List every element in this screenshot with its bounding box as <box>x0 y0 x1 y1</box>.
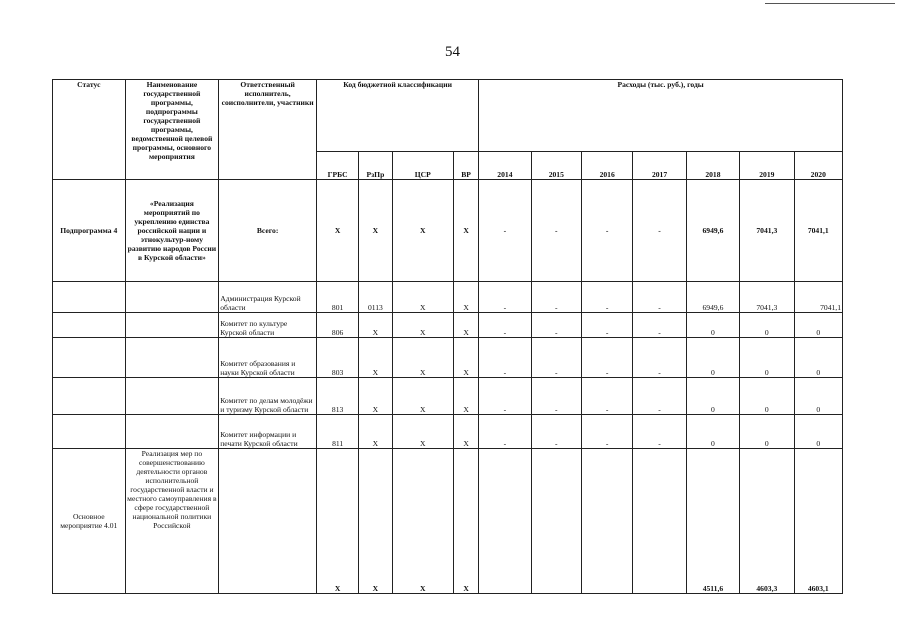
row-value-2018: 6949,6 <box>686 180 739 282</box>
row-name <box>125 313 219 338</box>
row-value-2020: 0 <box>794 338 842 377</box>
row-code: Х <box>392 338 453 377</box>
row-code: Х <box>359 448 392 593</box>
header-code-grbs: ГРБС <box>316 152 358 180</box>
table-row <box>53 377 843 414</box>
table-row <box>53 313 843 338</box>
table-row <box>53 414 843 448</box>
row-value-2016: - <box>581 338 632 377</box>
row-value-2015: - <box>531 282 581 313</box>
row-code: 801 <box>316 282 358 313</box>
table-row <box>53 448 843 593</box>
row-value-2014: - <box>479 338 531 377</box>
row-value-2019: 0 <box>740 313 794 338</box>
table-row <box>53 180 843 282</box>
row-value-2018: 0 <box>686 414 739 448</box>
row-code: Х <box>359 180 392 282</box>
row-executor: Комитет по культуре Курской области <box>219 313 317 338</box>
row-status <box>53 313 126 338</box>
row-value-2020: 0 <box>794 377 842 414</box>
row-code: Х <box>453 313 478 338</box>
row-executor: Комитет информации и печати Курской области <box>219 414 317 448</box>
row-code: 813 <box>316 377 358 414</box>
row-value-2017: - <box>633 313 686 338</box>
row-value-2017: - <box>633 377 686 414</box>
row-value-2015 <box>531 448 581 593</box>
row-code: Х <box>392 180 453 282</box>
row-code: Х <box>316 180 358 282</box>
row-value-2015: - <box>531 180 581 282</box>
header-year-2015: 2015 <box>531 152 581 180</box>
row-status <box>53 282 126 313</box>
row-executor: Комитет по делам молодёжи и туризму Курской области <box>219 377 317 414</box>
row-code: Х <box>392 313 453 338</box>
row-value-2018: 0 <box>686 313 739 338</box>
row-code: Х <box>453 377 478 414</box>
table-row <box>53 338 843 377</box>
row-code: 803 <box>316 338 358 377</box>
row-value-2020: 7041,1 <box>794 180 842 282</box>
row-name: Реализация мер по совершенствованию деятельности органов исполнительной государственной власти и местного самоуправления в сфере государственной национальной политики Российской <box>125 448 219 593</box>
row-code: Х <box>359 313 392 338</box>
row-value-2019: 0 <box>740 338 794 377</box>
row-value-2016: - <box>581 180 632 282</box>
row-value-2014: - <box>479 180 531 282</box>
row-value-2017: - <box>633 282 686 313</box>
row-executor <box>219 448 317 593</box>
row-value-2018: 6949,6 <box>686 282 739 313</box>
row-value-2015: - <box>531 313 581 338</box>
page-number: 54 <box>445 44 460 60</box>
row-name <box>125 377 219 414</box>
row-value-2020: 4603,1 <box>794 448 842 593</box>
row-value-2015: - <box>531 414 581 448</box>
row-value-2016 <box>581 448 632 593</box>
budget-table <box>52 79 843 594</box>
row-status <box>53 414 126 448</box>
header-year-2016: 2016 <box>581 152 632 180</box>
row-value-2014: - <box>479 414 531 448</box>
row-value-2017: - <box>633 338 686 377</box>
header-year-2019: 2019 <box>740 152 794 180</box>
row-name <box>125 414 219 448</box>
row-status <box>53 377 126 414</box>
row-code: Х <box>316 448 358 593</box>
row-value-2018: 0 <box>686 377 739 414</box>
row-value-2018: 0 <box>686 338 739 377</box>
header-name: Наименование государственной программы, подпрограммы государственной программы, ведомственной целевой программы, основного мероприятия <box>125 80 219 180</box>
row-code: Х <box>453 282 478 313</box>
row-value-2019: 0 <box>740 414 794 448</box>
row-value-2014: - <box>479 313 531 338</box>
row-value-2014: - <box>479 377 531 414</box>
row-code: 811 <box>316 414 358 448</box>
row-code: 806 <box>316 313 358 338</box>
header-row-1 <box>53 80 843 152</box>
header-year-2014: 2014 <box>479 152 531 180</box>
row-value-2020: 0 <box>794 313 842 338</box>
row-code: Х <box>392 414 453 448</box>
row-value-2019: 7041,3 <box>740 282 794 313</box>
header-status: Статус <box>53 80 126 180</box>
row-code: Х <box>453 180 478 282</box>
row-code: Х <box>453 448 478 593</box>
header-code-rzpr: РзПр <box>359 152 392 180</box>
header-year-2018: 2018 <box>686 152 739 180</box>
header-code-csr: ЦСР <box>392 152 453 180</box>
header-year-2020: 2020 <box>794 152 842 180</box>
row-value-2016: - <box>581 414 632 448</box>
row-code: Х <box>453 414 478 448</box>
row-code: Х <box>392 448 453 593</box>
row-value-2014: - <box>479 282 531 313</box>
row-value-2017 <box>633 448 686 593</box>
header-year-2017: 2017 <box>633 152 686 180</box>
header-executor: Ответственный исполнитель, соисполнители, участники <box>219 80 317 180</box>
row-status: Основное мероприятие 4.01 <box>53 448 126 593</box>
row-value-2019: 7041,3 <box>740 180 794 282</box>
corner-rule <box>765 3 895 4</box>
row-code: Х <box>359 414 392 448</box>
row-value-2016: - <box>581 377 632 414</box>
row-value-2014 <box>479 448 531 593</box>
row-value-2015: - <box>531 338 581 377</box>
row-code: Х <box>392 282 453 313</box>
row-status <box>53 338 126 377</box>
row-code: Х <box>392 377 453 414</box>
row-value-2017: - <box>633 180 686 282</box>
row-code: Х <box>453 338 478 377</box>
row-name <box>125 282 219 313</box>
header-expenses: Расходы (тыс. руб.), годы <box>479 80 843 152</box>
row-name <box>125 338 219 377</box>
row-code: 0113 <box>359 282 392 313</box>
table-row <box>53 282 843 313</box>
row-executor: Всего: <box>219 180 317 282</box>
row-name: «Реализация мероприятий по укреплению единства российской нации и этнокультур-ному развитию народов России в Курской области» <box>125 180 219 282</box>
row-value-2020: 7041,1 <box>794 282 842 313</box>
row-value-2019: 0 <box>740 377 794 414</box>
row-code: Х <box>359 338 392 377</box>
row-executor: Администрация Курской области <box>219 282 317 313</box>
row-executor: Комитет образования и науки Курской области <box>219 338 317 377</box>
row-code: Х <box>359 377 392 414</box>
row-value-2017: - <box>633 414 686 448</box>
row-value-2019: 4603,3 <box>740 448 794 593</box>
row-value-2016: - <box>581 313 632 338</box>
row-value-2018: 4511,6 <box>686 448 739 593</box>
row-value-2020: 0 <box>794 414 842 448</box>
row-value-2015: - <box>531 377 581 414</box>
header-budget-code: Код бюджетной классификации <box>316 80 478 152</box>
header-code-vr: ВР <box>453 152 478 180</box>
row-status: Подпрограмма 4 <box>53 180 126 282</box>
row-value-2016: - <box>581 282 632 313</box>
